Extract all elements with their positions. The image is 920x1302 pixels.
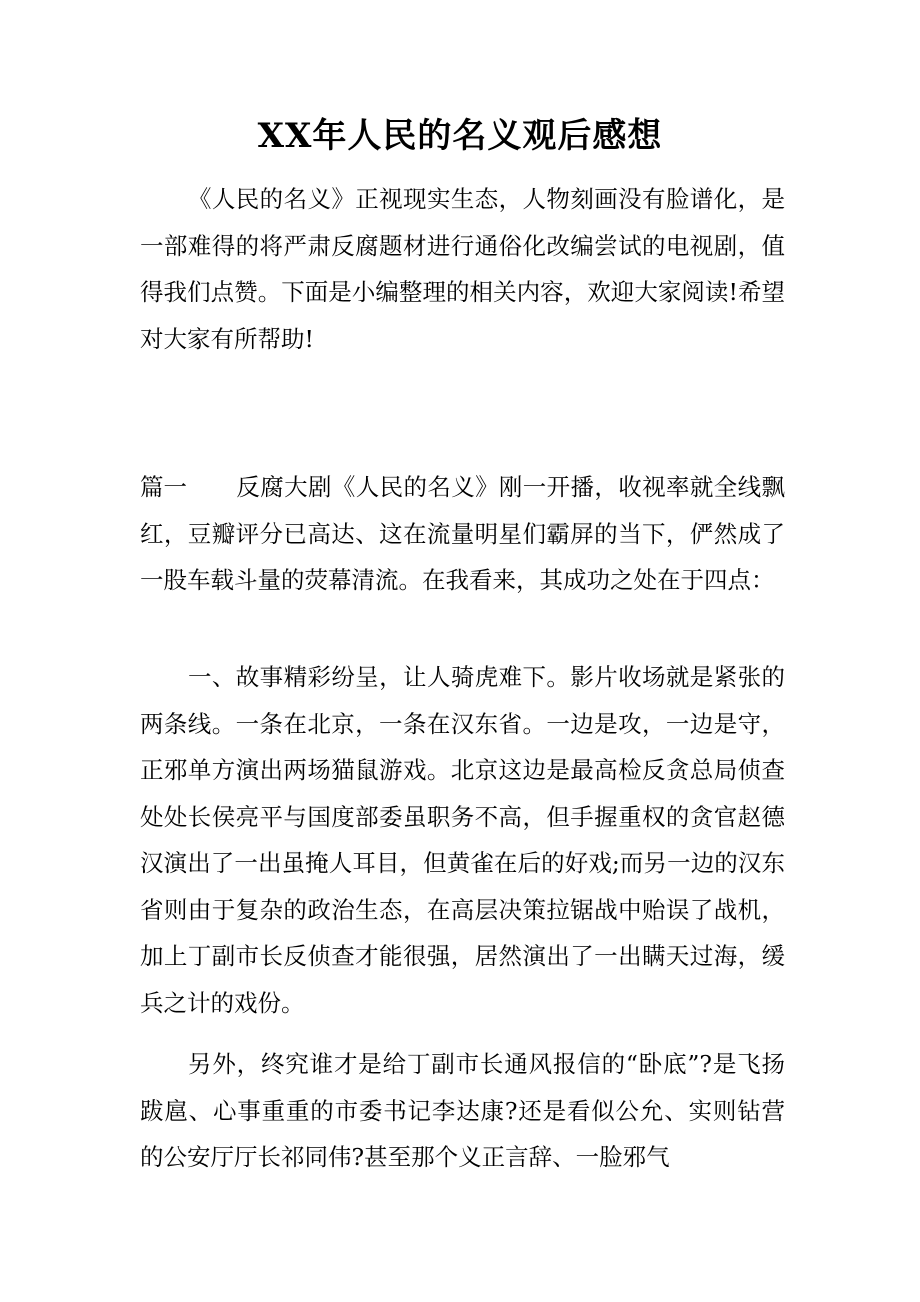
section-one-text: 反腐大剧《人民的名义》刚一开播，收视率就全线飘红，豆瓣评分已高达、这在流量明星们霸屏的当下，俨然成了一股车载斗量的荧幕清流。在我看来，其成功之处在于四点： xyxy=(140,473,785,594)
section-one-paragraph xyxy=(140,464,785,604)
point-one-paragraph: 一、故事精彩纷呈，让人骑虎难下。影片收场就是紧张的两条线。一条在北京，一条在汉东省。一边是攻，一边是守，正邪单方演出两场猫鼠游戏。北京这边是最高检反贪总局侦查处处长侯亮平与国度部委虽职务不高，但手握重权的贪官赵德汉演出了一出虽掩人耳目，但黄雀在后的好戏;而另一边的汉东省则由于复杂的政治生态，在高层决策拉锯战中贻误了战机，加上丁副市长反侦查才能很强，居然演出了一出瞒天过海，缓兵之计的戏份。 xyxy=(140,663,785,1017)
document-title: XX年人民的名义观后感想 xyxy=(257,116,663,156)
point-two-paragraph: 另外，终究谁才是给丁副市长通风报信的“卧底”?是飞扬跋扈、心事重重的市委书记李达康?还是看似公允、实则钻营的公安厅厅长祁同伟?甚至那个义正言辞、一脸邪气 xyxy=(140,1050,785,1171)
intro-paragraph: 《人民的名义》正视现实生态，人物刻画没有脸谱化，是一部难得的将严肃反腐题材进行通俗化改编尝试的电视剧，值得我们点赞。下面是小编整理的相关内容，欢迎大家阅读!希望对大家有所帮助! xyxy=(140,185,785,353)
section-label: 篇一 xyxy=(140,473,187,501)
